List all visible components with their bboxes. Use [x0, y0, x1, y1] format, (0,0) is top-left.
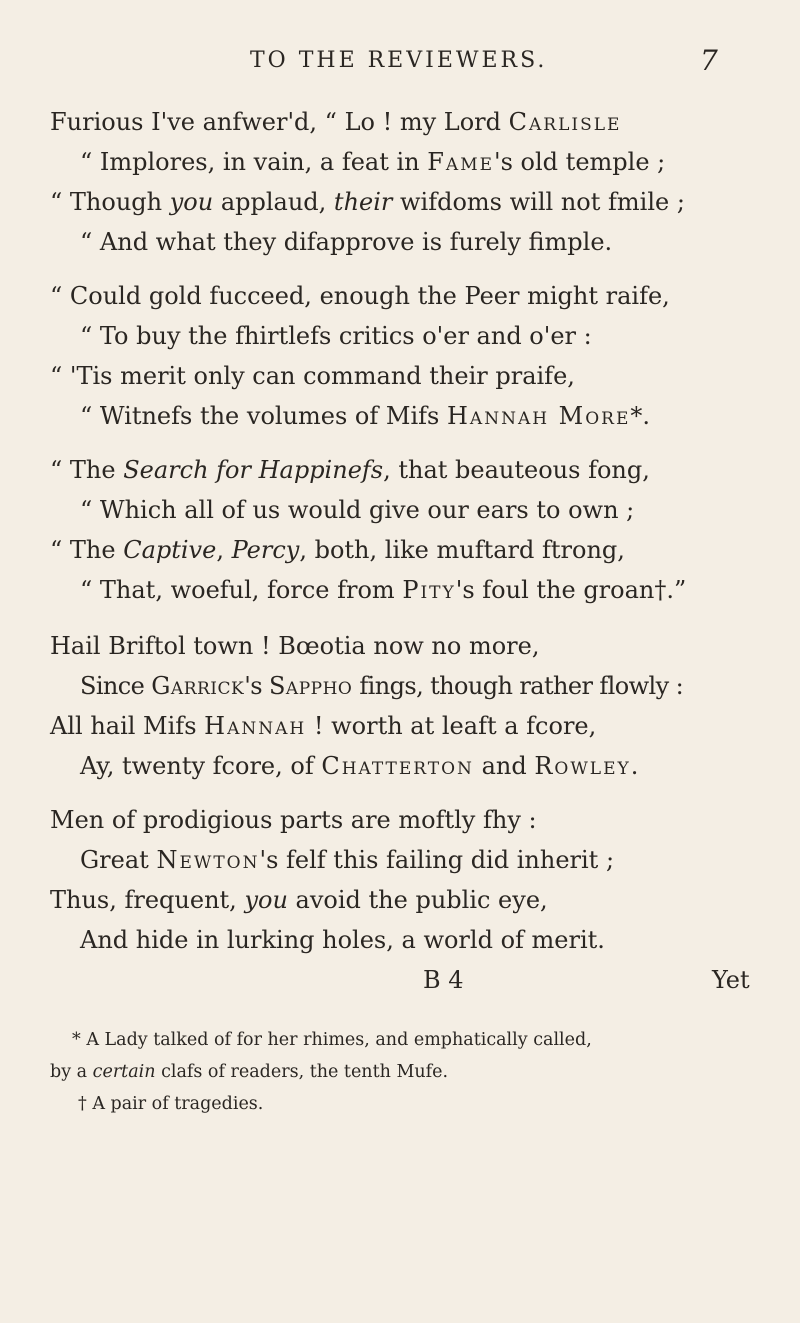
verse-line: Men of prodigious parts are moftly fhy :	[50, 806, 537, 834]
verse-line: Hail Briftol town ! Bœotia now no more,	[50, 632, 540, 660]
catchword: Yet	[712, 966, 750, 994]
running-head: TO THE REVIEWERS.	[250, 48, 548, 73]
footnote: * A Lady talked of for her rhimes, and emphatically called,	[72, 1030, 592, 1050]
signature-mark: B 4	[423, 966, 464, 994]
verse-line: “ Could gold fucceed, enough the Peer might raife,	[50, 282, 670, 310]
verse-line: Great Newton's felf this failing did inherit ;	[80, 846, 615, 874]
verse-line: Furious I've anfwer'd, “ Lo ! my Lord Carlisle	[50, 108, 622, 136]
verse-line: “ To buy the fhirtlefs critics o'er and o'er :	[80, 322, 592, 350]
verse-line: Ay, twenty fcore, of Chatterton and Rowley.	[80, 752, 639, 780]
footnote: † A pair of tragedies.	[78, 1094, 264, 1114]
verse-line: “ Which all of us would give our ears to own ;	[80, 496, 635, 524]
footnote: by a certain clafs of readers, the tenth Mufe.	[50, 1062, 449, 1082]
verse-line: “ Implores, in vain, a feat in Fame's old temple ;	[80, 148, 666, 176]
verse-line: All hail Mifs Hannah ! worth at leaft a fcore,	[50, 712, 597, 740]
verse-line: “ Though you applaud, their wifdoms will not fmile ;	[50, 188, 685, 216]
verse-line: “ That, woeful, force from Pity's foul the groan†.”	[80, 576, 687, 604]
verse-line: “ The Captive, Percy, both, like muftard ftrong,	[50, 536, 625, 564]
verse-line: “ The Search for Happinefs, that beauteous fong,	[50, 456, 650, 484]
page-number: 7	[700, 44, 718, 77]
verse-line: And hide in lurking holes, a world of merit.	[80, 926, 605, 954]
verse-line: “ And what they difapprove is furely fimple.	[80, 228, 613, 256]
verse-line: “ 'Tis merit only can command their praife,	[50, 362, 575, 390]
verse-line: “ Witnefs the volumes of Mifs Hannah More*.	[80, 402, 651, 430]
verse-line: Thus, frequent, you avoid the public eye,	[50, 886, 548, 914]
verse-line: Since Garrick's Sappho fings, though rather flowly :	[80, 672, 684, 700]
